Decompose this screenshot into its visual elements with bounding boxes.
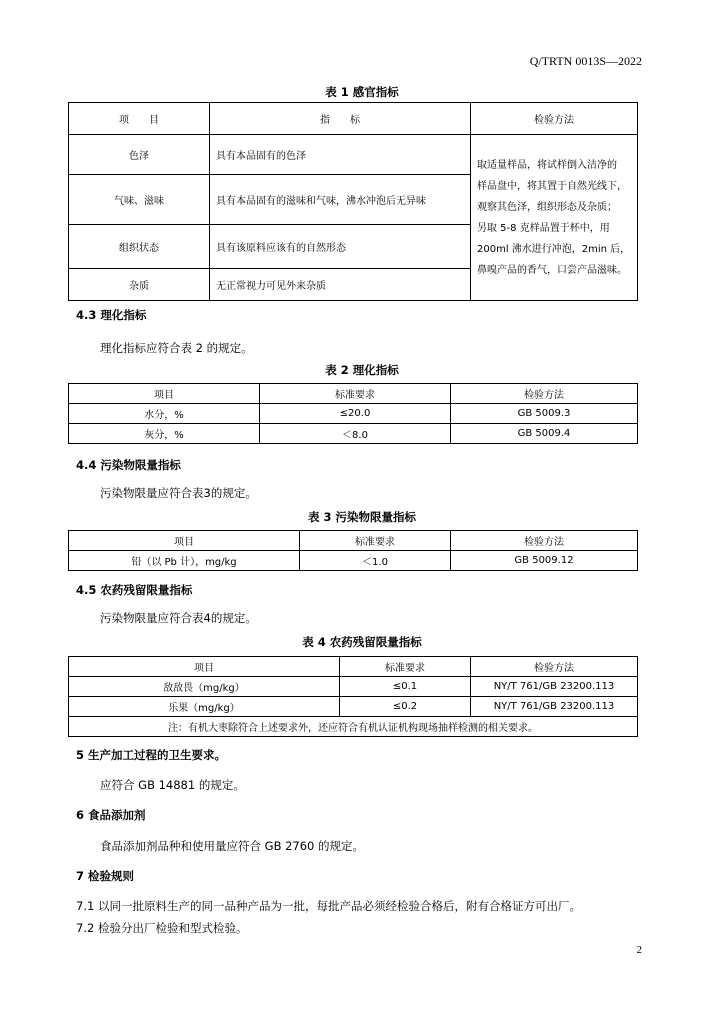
table1-caption: 表 1 感官指标	[325, 85, 399, 99]
table3-header: 标准要求	[300, 531, 451, 551]
table-row	[69, 424, 638, 444]
table1-spec: 具有本品固有的色泽	[210, 135, 471, 175]
section-7-1-text: 7.1 以同一批原料生产的同一品种产品为一批，每批产品必须经检验合格后，附有合格证方可出厂。	[76, 899, 581, 913]
table2-header: 检验方法	[451, 384, 638, 404]
table1-header-method: 检验方法	[471, 103, 638, 135]
table3-header: 项目	[69, 531, 300, 551]
method-line: 取适量样品，将试样倒入洁净的	[477, 159, 617, 171]
table-row	[69, 697, 638, 717]
table1-spec: 无正常视力可见外来杂质	[210, 269, 471, 301]
table1-spec: 具有本品固有的滋味和气味，沸水冲泡后无异味	[210, 175, 471, 225]
table2-cell: GB 5009.4	[451, 424, 638, 444]
section-5-heading: 5 生产加工过程的卫生要求。	[76, 748, 227, 762]
table4-header: 项目	[69, 657, 340, 677]
table4-cell: ≤0.1	[340, 677, 471, 697]
table4-header: 检验方法	[471, 657, 638, 677]
section-5-text: 应符合 GB 14881 的规定。	[100, 778, 245, 792]
table4	[68, 656, 638, 737]
method-line: 200ml 沸水进行冲泡，2min 后，	[477, 243, 631, 255]
table3-header: 检验方法	[451, 531, 638, 551]
section-4-5-heading: 4.5 农药残留限量指标	[76, 583, 193, 597]
table1-item: 杂质	[69, 269, 210, 301]
table3	[68, 530, 638, 571]
section-4-4-heading: 4.4 污染物限量指标	[76, 458, 181, 472]
table2-caption: 表 2 理化指标	[325, 363, 399, 377]
table4-cell: 敌敌畏（mg/kg）	[69, 677, 340, 697]
table1-method-cell	[471, 135, 638, 301]
table2-cell: ＜8.0	[260, 424, 451, 444]
table4-header: 标准要求	[340, 657, 471, 677]
section-4-5-text: 污染物限量应符合表4的规定。	[100, 611, 257, 625]
table2-header: 标准要求	[260, 384, 451, 404]
table4-note: 注：有机大枣除符合上述要求外，还应符合有机认证机构现场抽样检测的相关要求。	[69, 717, 638, 737]
table2-cell: ≤20.0	[260, 404, 451, 424]
table1-header-spec: 指 标	[210, 103, 471, 135]
method-line: 另取 5-8 克样品置于杯中，用	[477, 222, 610, 234]
table4-caption: 表 4 农药残留限量指标	[302, 635, 422, 649]
page-number: 2	[636, 944, 642, 956]
table-row	[69, 551, 638, 571]
table4-cell: 乐果（mg/kg）	[69, 697, 340, 717]
table1-header-item: 项 目	[69, 103, 210, 135]
section-6-heading: 6 食品添加剂	[76, 808, 146, 822]
section-7-heading: 7 检验规则	[76, 869, 135, 883]
table2-header: 项目	[69, 384, 260, 404]
table-row	[69, 404, 638, 424]
section-7-2-text: 7.2 检验分出厂检验和型式检验。	[76, 921, 248, 935]
table1-spec: 具有该原料应该有的自然形态	[210, 225, 471, 269]
table2	[68, 383, 638, 444]
method-line: 观察其色泽，组织形态及杂质；	[477, 201, 617, 213]
table1-item: 组织状态	[69, 225, 210, 269]
section-4-3-text: 理化指标应符合表 2 的规定。	[100, 341, 253, 355]
table2-cell: GB 5009.3	[451, 404, 638, 424]
section-6-text: 食品添加剂品种和使用量应符合 GB 2760 的规定。	[100, 839, 365, 853]
method-line: 样品盘中，将其置于自然光线下，	[477, 180, 627, 192]
table1	[68, 102, 638, 301]
table4-cell: ≤0.2	[340, 697, 471, 717]
section-4-3-heading: 4.3 理化指标	[76, 308, 147, 322]
section-4-4-text: 污染物限量应符合表3的规定。	[100, 486, 257, 500]
table4-cell: NY/T 761/GB 23200.113	[471, 677, 638, 697]
standard-code: Q/TRTN 0013S—2022	[529, 54, 642, 68]
table3-cell: GB 5009.12	[451, 551, 638, 571]
table4-cell: NY/T 761/GB 23200.113	[471, 697, 638, 717]
table3-cell: 铅（以 Pb 计），mg/kg	[69, 551, 300, 571]
table2-cell: 水分，%	[69, 404, 260, 424]
table-row	[69, 677, 638, 697]
table2-cell: 灰分，%	[69, 424, 260, 444]
table3-caption: 表 3 污染物限量指标	[307, 510, 416, 524]
table1-item: 气味、滋味	[69, 175, 210, 225]
table3-cell: ＜1.0	[300, 551, 451, 571]
method-line: 鼻嗅产品的香气，口尝产品滋味。	[477, 264, 627, 276]
table1-item: 色泽	[69, 135, 210, 175]
